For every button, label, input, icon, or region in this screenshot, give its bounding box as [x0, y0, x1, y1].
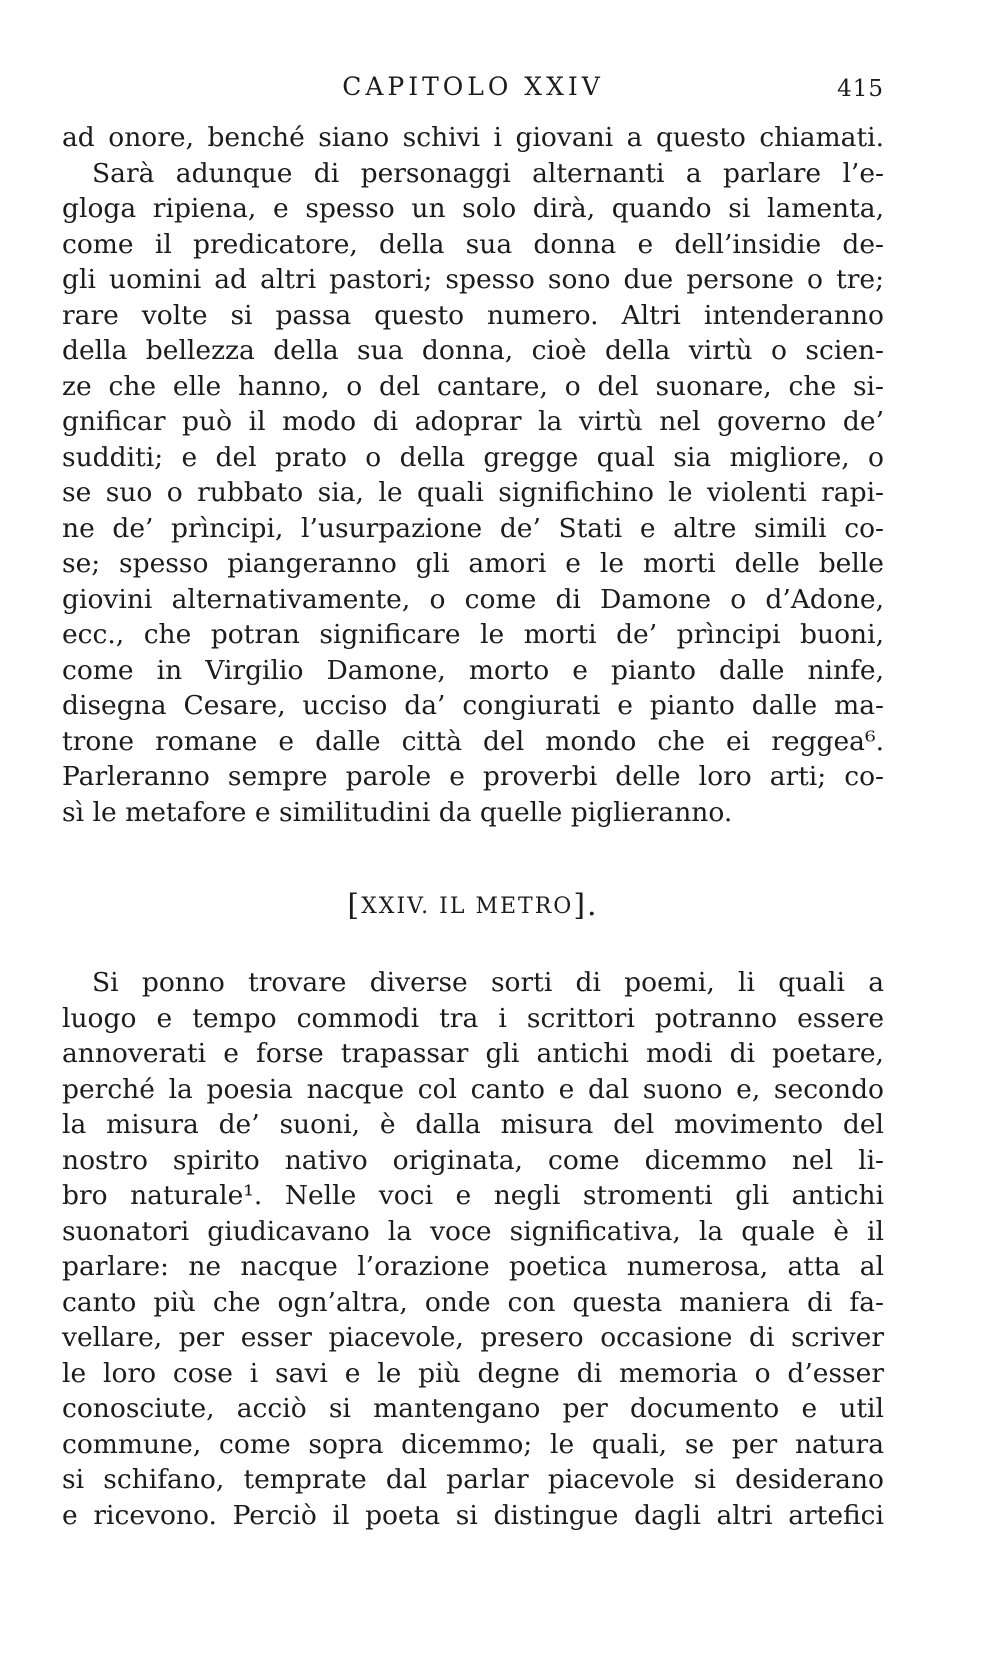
heading-text: XXIV. IL METRO	[361, 894, 574, 919]
text-line: gloga ripiena, e spesso un solo dirà, quando si lamenta,	[62, 193, 884, 224]
text-line: ad onore, benché siano schivi i giovani a questo chiamati.	[62, 122, 884, 153]
text-line: trone romane e dalle città del mondo che ei reggea⁶.	[62, 725, 884, 757]
page-number: 415	[837, 76, 884, 102]
text-line: come il predicatore, della sua donna e dell’insidie de-	[62, 228, 884, 260]
text-line: si schifano, temprate dal parlar piacevole si desiderano	[62, 1464, 884, 1495]
text-line: Sarà adunque di personaggi alternanti a parlare l’e-	[92, 157, 884, 189]
text-line: disegna Cesare, ucciso da’ congiurati e pianto dalle ma-	[62, 690, 884, 721]
text-line: rare volte si passa questo numero. Altri intenderanno	[62, 299, 884, 331]
text-line: come in Virgilio Damone, morto e pianto dalle ninfe,	[62, 654, 884, 686]
text-line: se; spesso piangeranno gli amori e le morti delle belle	[62, 548, 884, 579]
text-line: gli uomini ad altri pastori; spesso sono due persone o tre;	[62, 264, 884, 295]
text-line: le loro cose i savi e le più degne di memoria o d’esser	[62, 1357, 884, 1389]
text-line: perché la poesia nacque col canto e dal suono e, secondo	[62, 1073, 884, 1105]
text-line: bro naturale¹. Nelle voci e negli stromenti gli antichi	[62, 1180, 884, 1211]
text-line: nostro spirito nativo originata, come dicemmo nel li-	[62, 1144, 884, 1176]
text-line: ecc., che potran significare le morti de’ prìncipi buoni,	[62, 619, 884, 650]
text-line: sì le metafore e similitudini da quelle piglieranno.	[62, 796, 733, 828]
text-line: luogo e tempo commodi tra i scrittori potranno essere	[62, 1002, 884, 1034]
text-line: parlare: ne nacque l’orazione poetica numerosa, atta al	[62, 1251, 884, 1282]
paragraph-block-eclogue	[62, 120, 884, 830]
heading-open-bracket: [	[347, 888, 362, 923]
text-line: suonatori giudicavano la voce significativa, la quale è il	[62, 1215, 884, 1247]
text-line: Si ponno trovare diverse sorti di poemi, li quali a	[92, 967, 884, 998]
heading-close-bracket: ].	[573, 888, 599, 923]
text-line: se suo o rubbato sia, le quali significhino le violenti rapi-	[62, 477, 884, 508]
text-line: ne de’ prìncipi, l’usurpazione de’ Stati e altre simili co-	[62, 512, 884, 544]
running-head	[62, 72, 884, 112]
text-line: sudditi; e del prato o della gregge qual sia migliore, o	[62, 441, 884, 473]
text-line: annoverati e forse trapassar gli antichi modi di poetare,	[62, 1038, 884, 1069]
text-line: della bellezza della sua donna, cioè della virtù o scien-	[62, 335, 884, 366]
text-line: Parleranno sempre parole e proverbi delle loro arti; co-	[62, 761, 884, 792]
chapter-title: CAPITOLO XXIV	[342, 72, 604, 101]
text-line: ze che elle hanno, o del cantare, o del suonare, che si-	[62, 370, 884, 402]
section-heading	[62, 888, 884, 923]
text-line: canto più che ogn’altra, onde con questa maniera di fa-	[62, 1286, 884, 1318]
text-line: gnificar può il modo di adoprar la virtù nel governo de’	[62, 406, 884, 437]
text-line: commune, come sopra dicemmo; le quali, se per natura	[62, 1428, 884, 1460]
text-line: la misura de’ suoni, è dalla misura del movimento del	[62, 1109, 884, 1140]
text-line: conosciute, acciò si mantengano per documento e util	[62, 1393, 884, 1424]
text-line: vellare, per esser piacevole, presero occasione di scriver	[62, 1322, 884, 1353]
text-line: e ricevono. Perciò il poeta si distingue dagli altri artefici	[62, 1499, 884, 1531]
text-line: giovini alternativamente, o come di Damone o d’Adone,	[62, 583, 884, 615]
paragraph-block-metre	[62, 965, 884, 1533]
